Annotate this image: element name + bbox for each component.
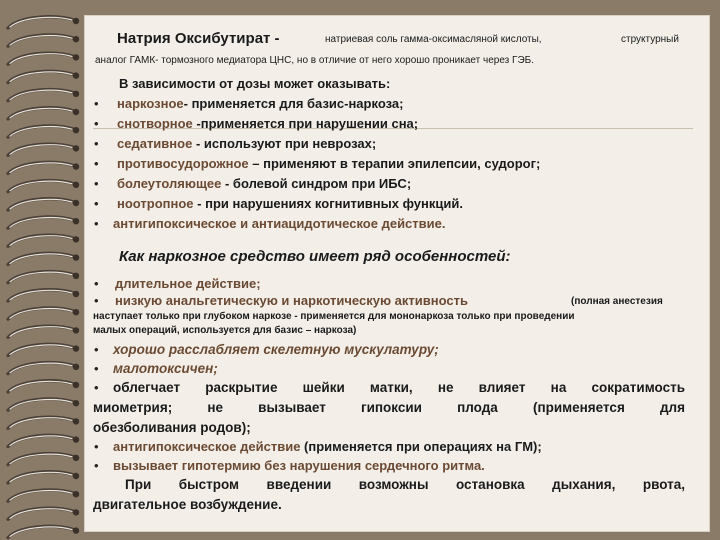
bullet-icon: • <box>94 176 99 191</box>
spiral-hole <box>73 127 79 133</box>
features-heading <box>119 248 511 265</box>
bullet-icon: • <box>94 293 99 308</box>
bullet-icon: • <box>94 276 99 291</box>
spiral-hole <box>73 273 79 279</box>
feature-antihypoxic-rest: (применяется при операциях на ГМ); <box>300 439 542 454</box>
spiral-hole <box>73 72 79 78</box>
bullet-icon: • <box>94 380 99 395</box>
closing-line2: двигательное возбуждение. <box>93 497 282 512</box>
dose-effect-description: - используют при неврозах; <box>192 136 377 151</box>
closing-line1: При быстром введении возможны остановка дыхания, рвота, <box>125 477 685 492</box>
spiral-hole <box>73 345 79 351</box>
feature-low-analgesia: низкую анальгетическую и наркотическую активность <box>115 293 468 308</box>
spiral-hole <box>73 182 79 188</box>
dose-effect-item <box>117 116 418 131</box>
features-heading-text: Как наркозное средство имеет ряд особенностей <box>119 248 506 265</box>
spiral-hole <box>73 218 79 224</box>
spiral-hole <box>73 400 79 406</box>
spiral-hole <box>73 473 79 479</box>
spiral-hole <box>73 436 79 442</box>
feature-muscle-relax: хорошо расслабляет скелетную мускулатуру; <box>113 342 439 357</box>
dose-effect-description: -применяется при нарушении сна; <box>192 116 419 131</box>
spiral-hole <box>73 145 79 151</box>
dose-effect-term: противосудорожное <box>117 156 249 171</box>
spiral-hole <box>73 382 79 388</box>
drug-description-end: структурный <box>621 34 679 45</box>
dose-effect-term: болеутоляющее <box>117 176 222 191</box>
spiral-hole <box>73 163 79 169</box>
feature-low-toxicity: малотоксичен; <box>113 361 218 376</box>
dose-effect-item <box>117 176 411 191</box>
bullet-icon: • <box>94 156 99 171</box>
spiral-hole <box>73 527 79 533</box>
bullet-icon: • <box>94 136 99 151</box>
feature-low-analgesia-note: (полная анестезия <box>571 296 663 307</box>
dose-effect-description: - применяется для базис-наркоза; <box>183 96 404 111</box>
dose-effect-item <box>113 216 445 231</box>
spiral-hole <box>73 509 79 515</box>
anesthesia-note-line2: малых операций, используется для базис – наркоза) <box>93 325 357 336</box>
dose-intro: В зависимости от дозы может оказывать: <box>119 76 391 91</box>
bullet-icon: • <box>94 458 99 473</box>
feature-cervix-line1: облегчает раскрытие шейки матки, не влияет на сократимость <box>113 380 685 395</box>
bullet-icon: • <box>94 342 99 357</box>
spiral-hole <box>73 200 79 206</box>
spiral-hole <box>73 109 79 115</box>
spiral-binding <box>0 0 86 540</box>
spiral-hole <box>73 91 79 97</box>
dose-effect-item <box>117 136 376 151</box>
spiral-hole <box>73 418 79 424</box>
spiral-hole <box>73 236 79 242</box>
feature-antihypoxic-term: антигипоксическое действие <box>113 439 301 454</box>
dose-effect-item <box>117 196 463 211</box>
spiral-hole <box>73 309 79 315</box>
bullet-icon: • <box>94 439 99 454</box>
feature-long-action: длительное действие; <box>115 276 261 291</box>
dose-effect-description: - болевой синдром при ИБС; <box>221 176 412 191</box>
spiral-hole <box>73 54 79 60</box>
dose-effect-item <box>117 156 540 171</box>
spiral-hole <box>73 291 79 297</box>
feature-hypothermia: вызывает гипотермию без нарушения сердечного ритма. <box>113 458 485 473</box>
spiral-hole <box>73 327 79 333</box>
bullet-icon: • <box>94 116 99 131</box>
dose-effect-description: – применяют в терапии эпилепсии, судорог; <box>248 156 541 171</box>
dose-effect-item <box>117 96 403 111</box>
bullet-icon: • <box>94 361 99 376</box>
spiral-hole <box>73 364 79 370</box>
spiral-hole <box>73 18 79 24</box>
spiral-hole <box>73 455 79 461</box>
dose-effect-description: - при нарушениях когнитивных функций. <box>193 196 463 211</box>
spiral-hole <box>73 491 79 497</box>
feature-cervix-line3: обезболивания родов); <box>93 420 251 435</box>
features-heading-colon: : <box>505 248 511 265</box>
dose-effect-term: антигипоксическое и антиацидотическое действие. <box>113 216 446 231</box>
feature-cervix-line2: миометрия; не вызывает гипоксии плода (применяется для <box>93 400 685 415</box>
dose-effect-term: седативное <box>117 136 193 151</box>
feature-antihypoxic <box>113 439 542 454</box>
drug-title: Натрия Оксибутират - <box>117 30 280 47</box>
notebook-page <box>84 15 710 532</box>
bullet-icon: • <box>94 216 99 231</box>
dose-effect-term: снотворное <box>117 116 193 131</box>
bullet-icon: • <box>94 196 99 211</box>
dose-effect-term: ноотропное <box>117 196 194 211</box>
spiral-hole <box>73 254 79 260</box>
bullet-icon: • <box>94 96 99 111</box>
drug-description: натриевая соль гамма-оксимасляной кислоты, <box>325 34 542 45</box>
spiral-hole <box>73 36 79 42</box>
drug-description-line2: аналог ГАМК- тормозного медиатора ЦНС, но в отличие от него хорошо проникает через ГЭБ. <box>95 55 534 66</box>
dose-effect-term: наркозное <box>117 96 184 111</box>
anesthesia-note-line1: наступает только при глубоком наркозе - применяется для мононаркоза только при проведении <box>93 311 575 322</box>
